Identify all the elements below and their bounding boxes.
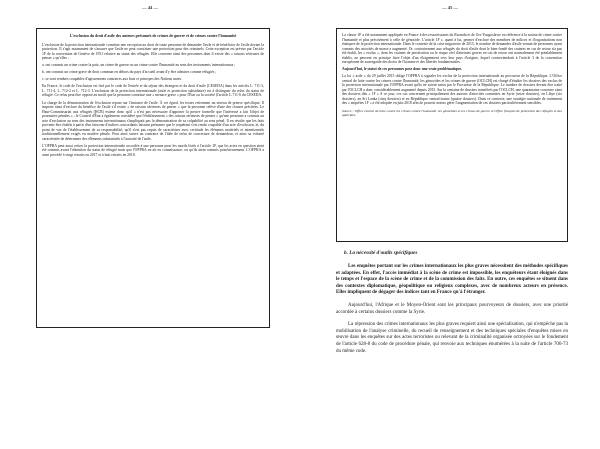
page-number: — 45 — — [441, 5, 459, 10]
box-paragraph: L'OFPRA peut aussi retirer la protection internationale accordée à une personne pour les motifs listés à l'article 1F, que les actes en question aient été commis avant l'obtention du statut de réfugié mais que l'OFPRA en ait eu connaissance, ou qu'ils aient commis postérieurement. L'OFPRA a ainsi procédé à vingt retraits en 2017 et à huit retraits en 2018. — [42, 143, 264, 157]
box-paragraph: La charge de la démonstration de l'exclusion repose sur l'instance de l'asile. À cet égard, les textes retiennent un niveau de preuve spécifique. Il importe ainsi d'exclure du bénéfice de l'asile s'il existe « de raisons sérieuses de penser » que la personne relève d'une des clauses précitées. Le Haut-Commissariat aux réfugiés (HCR) estime donc qu'il « n'est pas nécessaire d'apporter la preuve formelle que l'intéressé a fait l'objet de poursuites pénales » ; le Conseil d'État a également considéré que l'établissement « des raisons sérieuses de penser » qu'une personne a commis un acte d'exclusion au sens des instruments internationaux s'impliquait pas la démonstration de sa culpabilité au sens pénal. Il en résulte que les faits provenir être établis à partir d'un faisceau d'indices concordants laissant présumer que le requérant s'est rendu coupable d'un acte d'exclusion, et, du point de vue de l'établissement de sa responsabilité, qu'il n'est pas requis de caractériser avec certitude les éléments matériels et intentionnels traditionnellement exigés en matière pénale. Peut ainsi suivre au contraire de l'idée de refus de couverture de demandeur, et ainsi sa volonté caractérisée de déterminer des éléments substantiels à l'autorité de l'asile. — [42, 100, 264, 141]
box-title: L'exclusion du droit d'asile des auteurs présumés de crimes de guerre et de crimes contre l'humanité — [69, 34, 237, 38]
box-paragraph: L'exclusion de la protection internationale constitue une exception au droit de toute personne de demander l'asile et de bénéficier de l'asile devant la protection. Il s'agit notamment de s'assurer que l'asile ne peut constituer une protection pour des criminels. Cette exception est prévue par l'article 1F de la convention de Genève de 1951 relative au statut des réfugiés. Elle concerne ainsi des personnes dont il existe des « raisons sérieuses de penser » qu'elles : — [42, 42, 264, 61]
section-heading: b. La nécessité d'outils spécifiques — [344, 250, 418, 256]
box-source-note: Source : Office central de lutte contre les crimes contre l'humanité, les génocides et les crimes de guerre et Office français de protection des réfugiés et des apatrides. — [342, 108, 562, 117]
page-number: — 44 — — [141, 5, 159, 10]
body-paragraph: Aujourd'hui, l'Afrique et le Moyen-Orient sont les principaux pourvoyeurs de dossiers, avec une priorité accordée à certains dossiers comme la Syrie. — [336, 302, 568, 315]
box-paragraph: c. se sont rendues coupables d'agissements contraires aux buts et principes des Nations unies. — [42, 77, 182, 82]
box-paragraph-bold: Aujourd'hui, le statut de ces personnes pose donc une vraie problématique. — [342, 67, 462, 72]
box-paragraph: La clause 1F a été notamment appliquée en France à des ressortissants du Rwanda et de l'ex-Yougoslavie en référence à la notion de crime contre l'humanité et plus précisément à celle de génocide. L'article 1F c, quant à lui, permet d'exclure des membres de milices et d'organisations non étatiques de la protection internationale. Dans le contexte de la crise migratoire de 2015, le nombre de demandes d'asile venant de personnes ayant commis des atrocités de masse a augmenté. Or, contrairement aux réfugiés du droit d'asile dont le bien-fondé des craintes en cas de retour n'a pas été établi, les « exclus », dont les craintes de persécution ou le risque réel d'atteintes graves en cas de retour ont normalement été préalablement établis, ne peuvent en principe faire l'objet d'un éloignement vers leur pays d'origine, lequel contreviendrait à l'article 3 de la convention européenne de sauvegarde des droits de l'homme et des libertés fondamentales. — [342, 33, 562, 64]
box-paragraph: En France, le code de l'exclusion est fixé par le code de l'entrée et du séjour des étrangers et du droit d'asile (CESEDA) dans les articles L. 711-3, L. 711-4, L. 712-2 et L. 712-3. L'exclusion de la protection internationale (asile et protection subsidiaire) est à distinguer du refus du statut de réfugié. Ce refus peut être opposé au motif que la personne constitue une « menace grave » pour l'État ou la société (l'article L.711-6 du CESEDA. — [42, 84, 264, 98]
body-text — [336, 264, 568, 361]
box-paragraph: b. ont commis un crime grave de droit commun en dehors du pays d'accueil avant d'y être admises comme réfugiés ; — [42, 70, 217, 75]
box-paragraph: a. ont commis un crime contre la paix, un crime de guerre ou un crime contre l'humanité au sens des instruments internationaux ; — [42, 63, 236, 68]
right-page — [300, 0, 600, 449]
info-box — [336, 28, 568, 242]
body-paragraph: Les enquêtes portant sur les crimes internationaux les plus graves nécessitent des méthodes spécifiques et adaptées. En effet, l'accès immédiat à la scène de crime est impossible, les enquêteurs étant éloignés dans le temps et l'espace de la scène de crime et de la commission des faits. En outre, ces enquêtes se situent dans des contextes diplomatique, géopolitique ou religieux complexes, avec de nombreux acteurs en présence. Elles impliquent de dégager des indices tant en France qu'à l'étranger. — [336, 264, 568, 296]
body-paragraph: La répression des crimes internationaux les plus graves requiert ainsi une spécialisation, qui n'empêche pas la mobilisation de l'analyse criminelle, du recueil de renseignement et des techniques spéciales d'enquêtes mises en œuvre dans les enquêtes sur des actes terroristes ou relevant de la criminalité organisée octroyées sur le fondement de l'article 628-8 du code de procédure pénale, qui renvoie aux techniques énumérées à la suite de l'article 706-73 du même code. — [336, 322, 568, 354]
info-box — [36, 28, 270, 328]
box-paragraph: La loi « asile » du 29 juillet 2015 oblige l'OFPRA à signaler les exclus de la protection internationale au procureur de la République. L'Office central de lutte contre les crimes contre l'humanité, les génocides et les crimes de guerre (OCLCH) est chargé d'étudier les dossiers des exclus de la protection internationale par l'OFPRA avant qu'ils ne soient saisis par le Procureur de la République. Le nombre de dossiers devant être traité par l'OCLCH a donc considérablement augmenté depuis 2015. Sur la centaine de dossiers transférés par l'OCLCH, une quarantaine concerne ainsi des dossiers dits « 1F » A ce jour, ces cas concernent principalement des auteurs d'atrocités commises en Syrie (seize dossiers), en Libye (six dossiers), au Sri Lanka (cinq dossiers) et en République centrafricaine (quatre dossiers). Dans ce contexte, une stratégie nationale de traitement des « enquêtes 1F » a été adoptée en juin 2018 afin de pouvoir mieux gérer l'augmentation de ces dossiers particulièrement sensibles. — [342, 74, 562, 106]
